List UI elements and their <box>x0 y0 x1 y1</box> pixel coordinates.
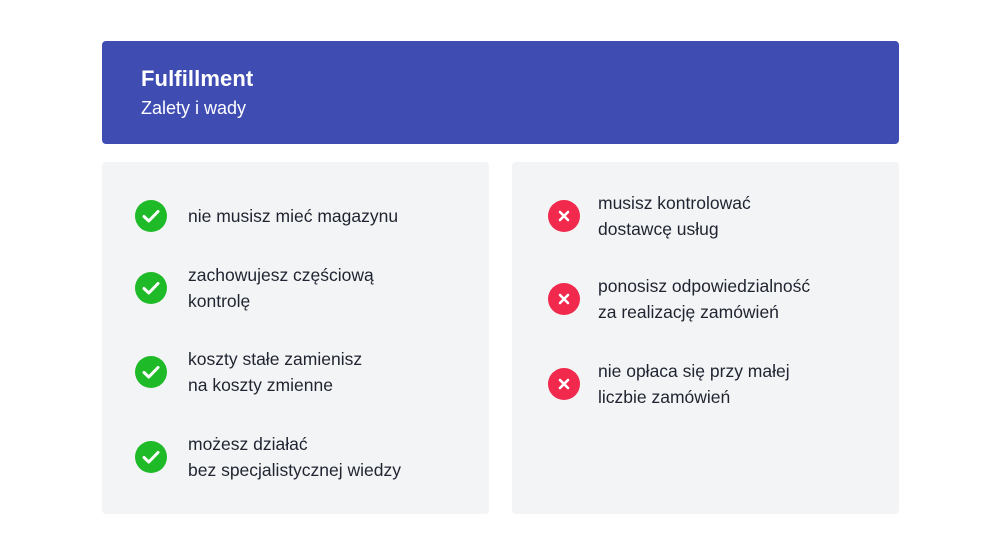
pro-item-text-line: możesz działać <box>188 434 308 454</box>
pro-item-text-line: na koszty zmienne <box>188 375 333 395</box>
con-item-text-line: liczbie zamówień <box>598 387 731 407</box>
pro-item-text-line: bez specjalistycznej wiedzy <box>188 460 402 480</box>
header-banner <box>102 41 899 144</box>
page-subtitle: Zalety i wady <box>141 98 247 118</box>
cons-panel <box>512 162 899 514</box>
con-item-text-line: za realizację zamówień <box>598 302 779 322</box>
x-icon <box>548 283 580 315</box>
pro-item-text-line: koszty stałe zamienisz <box>188 349 363 369</box>
page-title: Fulfillment <box>141 66 254 91</box>
con-item-text-line: ponosisz odpowiedzialność <box>598 276 811 296</box>
con-item-text-line: musisz kontrolować <box>598 193 751 213</box>
check-icon <box>135 441 167 473</box>
pro-item-text-line: zachowujesz częściową <box>188 265 374 285</box>
pro-item-text-line: nie musisz mieć magazynu <box>188 206 399 226</box>
con-item-text-line: nie opłaca się przy małej <box>598 361 790 381</box>
check-icon <box>135 272 167 304</box>
check-icon <box>135 356 167 388</box>
x-icon <box>548 368 580 400</box>
pros-panel <box>102 162 489 514</box>
pro-item-text-line: kontrolę <box>188 291 251 311</box>
con-item-text-line: dostawcę usług <box>598 219 719 239</box>
check-icon <box>135 200 167 232</box>
x-icon <box>548 200 580 232</box>
